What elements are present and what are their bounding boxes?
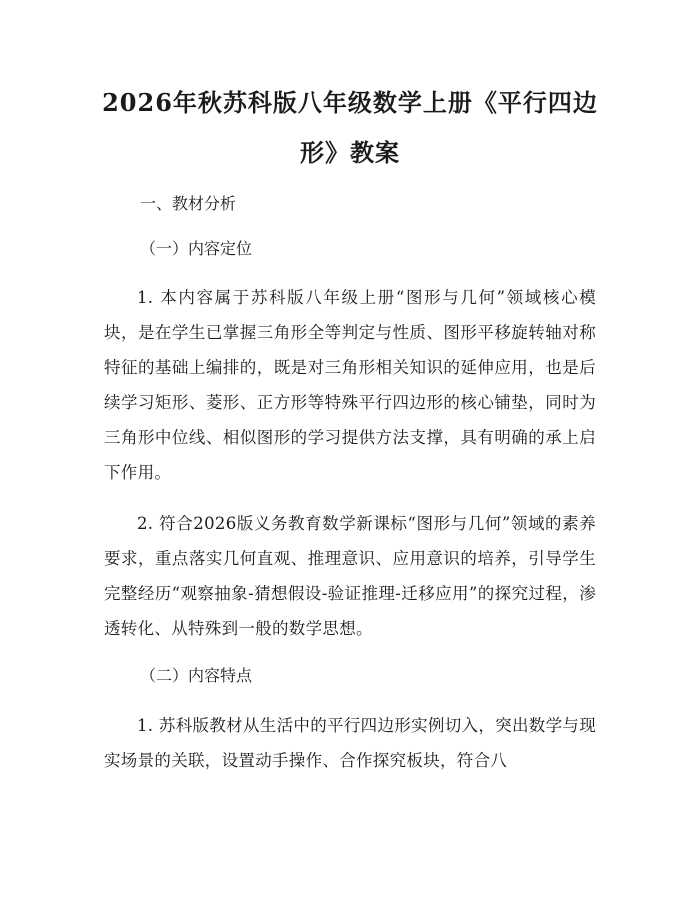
subsection-heading-content-positioning: （一）内容定位 [140,239,253,258]
paragraph-3: 1. 苏科版教材从生活中的平行四边形实例切入，突出数学与现实场景的关联，设置动手操作、合作探究板块，符合八 [104,716,596,770]
paragraph-2: 2. 符合2026版义务教育数学新课标“图形与几何”领域的素养要求，重点落实几何直观、推理意识、应用意识的培养，引导学生完整经历“观察抽象-猜想假设-验证推理-迁移应用”的探究过程，渗透转化、从特殊到一般的数学思想。 [104,514,596,638]
section-heading-textbook-analysis: 一、教材分析 [140,194,237,213]
subsection-heading-content-features: （二）内容特点 [140,666,253,685]
document-title: 2026年秋苏科版八年级数学上册《平行四边形》教案 [102,88,598,167]
paragraph-1: 1. 本内容属于苏科版八年级上册“图形与几何”领域核心模块，是在学生已掌握三角形全等判定与性质、图形平移旋转轴对称特征的基础上编排的，既是对三角形相关知识的延伸应用，也是后续学习矩形、菱形、正方形等特殊平行四边形的核心铺垫，同时为三角形中位线、相似图形的学习提供方法支撑，具有明确的承上启下作用。 [104,288,596,482]
